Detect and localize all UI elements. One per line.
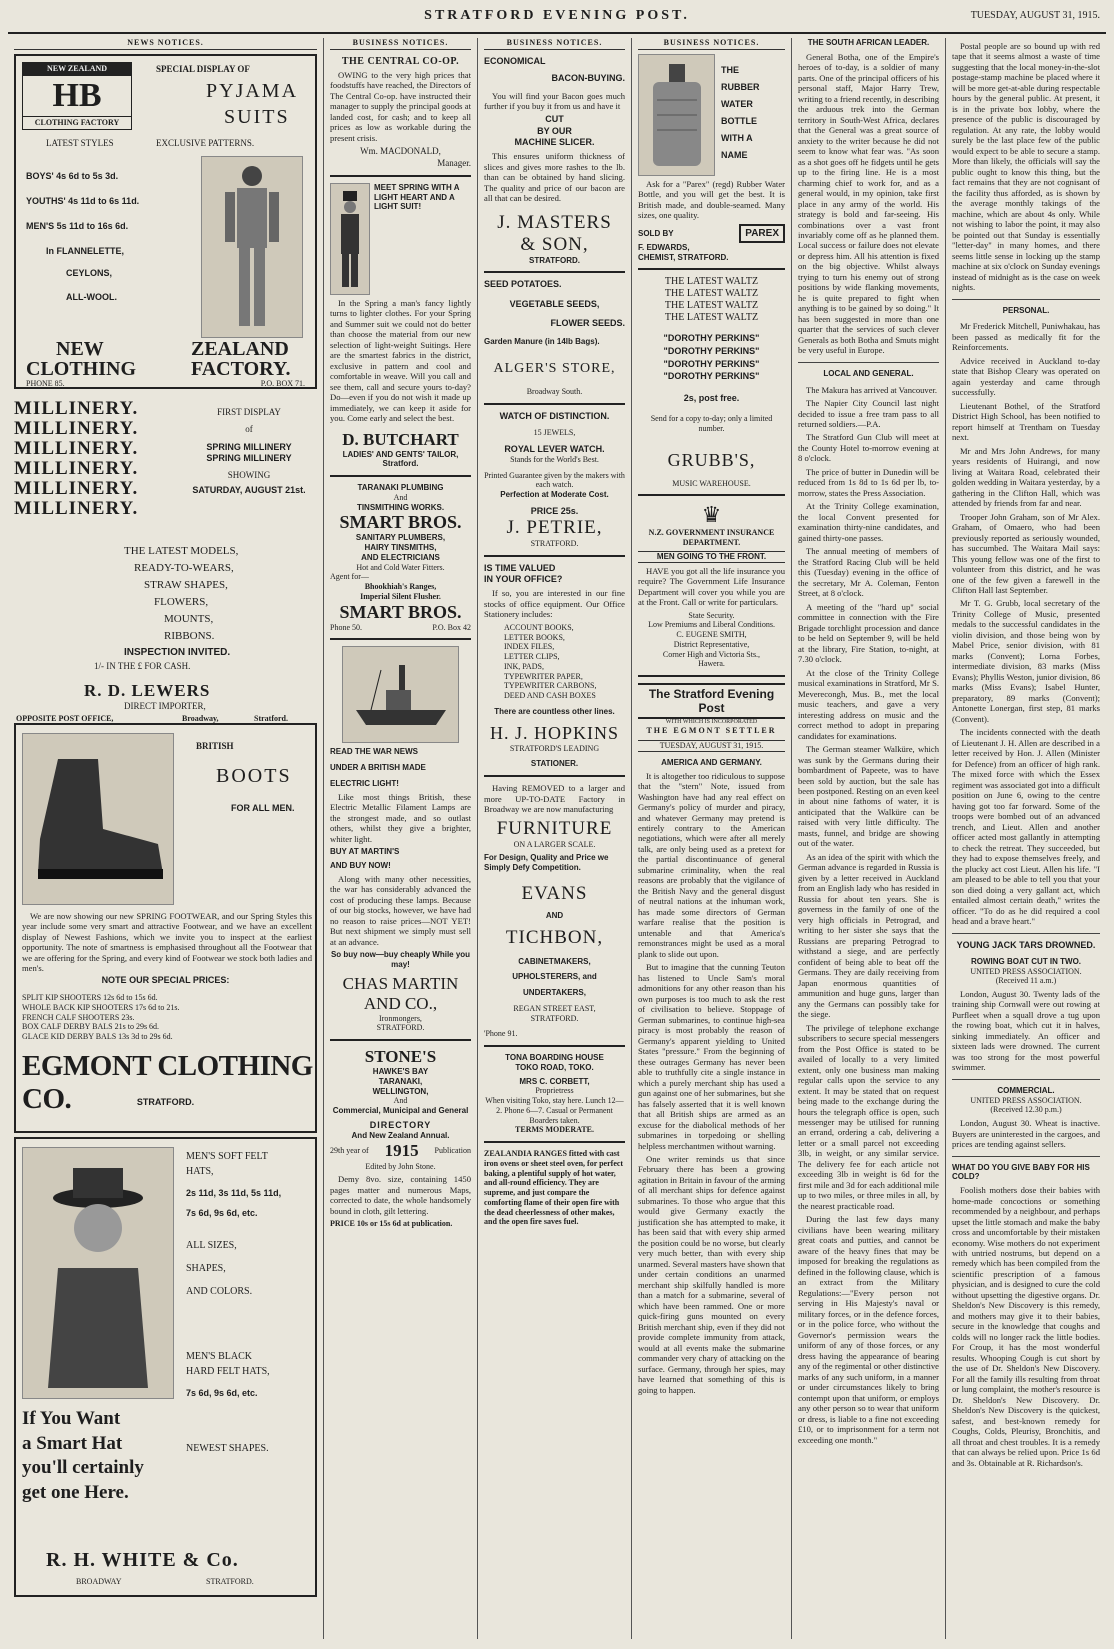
pyjama-heading: PYJAMA: [206, 80, 299, 102]
parex-logo: PAREX: [739, 224, 785, 243]
smart-bros-firm: SMART BROS.: [339, 512, 462, 533]
column-news-1: THE SOUTH AFRICAN LEADER. General Botha, one of the Empire's heroes of to-day, is a soldier of many parts. One of the principal officers of his personal staff, Major Harry Trew, writing to a friend recently, in describing the arduous trek into the German territory in South-West Africa, declares that the General was a great source of anxiety to the writer because he did not seem to know what fear was. "As soon as a shot goes off he fidgets until he gets up to the firing line. He is a most charming chief to work for, and as a general would, in my opinion, take first place in any army of the world. His strategy is bold and far-seeing. His combinations over a vast front invariably come off as he planned them. Local success or failure does not elevate or depress him. All his attention is fixed on the big objective. Whilst always trying to turn his enemy out of strong positions by wide flanking movements, he is quite prepared to fight when anything is to be gained by so doing." It has been suggested in more than one quarter that the services of such clever Generals as both Botha and Smuts might be very useful in Europe. LOCAL AND GENERAL. The Makura has arrived at Vancouver. The Napier City Council last night decided to issue a free tram pass to all returned soldiers.—P.A. The Stratford Gun Club will meet at the County Hotel to-morrow evening at 8 o'clock. The price of butter in Dunedin will be reduced from 1s 8d to 1s 6d per lb, to-morrow, states the Press Association. At the Trinity College examination, the local Convent presented for examination thirty-nine candidates, and gained thirty-one passes. The annual meeting of members of the Stratford Racing Club will be held this (Tuesday) evening in the office of the secretary, Mr A. Coleman, Fenton Street, at 8 o'clock. A meeting of the "hard up" social committee in connection with the Fire Brigade torchlight procession and dance to be held on September 9, will be held at the library, Fire Station, to-night, at 7.30 o'clock. At the close of the Trinity College musical examinations in Stratford, Mr S. Meverecongh, Mus. B., met the local music teachers, and gave a very interesting address on music and the correct method to adopt in preparing candidates for examinations. The German steamer Walküre, which was sunk by the Germans during their bombardment of Papeete, was to have been sold by auction, but the sale has been postponed. Resting on an even keel in about nine fathoms of water, it is anticipated that the Walküre can be raised with very little difficulty. The masts, funnel, and bridge are showing out of the water. As an idea of the spirit with which the German advance is regarded in Russia is given by a letter received in Auckland from an English lady who has resided in Russia for about ten years. She is governess in the family of one of the very high officials in Petrograd, and writing to her sister she says that the Russians are preparing Petrograd to withstand a siege, and are perfectly confident of being able to beat off the Germans. They are daily receiving from Japan enormous quantities of ammunition and huge guns, larger than any the Germans can possibly take for the siege. The privilege of telephone exchange subscribers to secure special messengers from the Post Office is stated to be availed of locally to a very limited extent, only one business man making regular calls upon the service to any extent. It may be stated that on request being made to the exchange during the hours the telegraph office is open, such messenger may be utilised for running an errand, ordering a cab, delivering a letter or a small parcel not exceeding 3lb, in weight, or any similar service. The delivery fee for each article not exceeding 3lb in weight is 6d for the first mile and 3d for each additional mile up to two miles, or three miles in all, by the nearest practicable road. During the last few days many civilians have been wearing military great coats and putties, and cannot be aware of the heavy fines that may be imposed for breaking the regulations as defined in the following clause, which is an extract from the Military Regulations:—"Every person not serving in His Majesty's naval or military forces, or in the defence forces, or in the police force, who without the Governor's permission wears the uniform of any of those forces, or any dress having the appearance of bearing any of the regimental or other distinctive marks of any such uniform, in a manner or under circumstances likely to bring contempt upon that uniform, or employs any other person so to wear that uniform or dress, is liable to a fine not exceeding £10, or to imprisonment for a term not exceeding one month.": [792, 38, 946, 1639]
gentleman-icon: [335, 189, 365, 289]
column-business-2: BUSINESS NOTICES. ECONOMICAL BACON-BUYING. You will find your Bacon goes much further if you buy it from us and have it CUT BY OUR MACHINE SLICER. This ensures uniform thickness of slices and gives more rashes to the lb. than can be obtained by hand slicing. The quality and price of our bacon are all that can be desired. J. MASTERS & SON, STRATFORD. SEED POTATOES. VEGETABLE SEEDS, FLOWER SEEDS. Garden Manure (in 14lb Bags). ALGER'S STORE, Broadway South. WATCH OF DISTINCTION. 15 JEWELS, ROYAL LEVER WATCH. Stands for the World's Best. Printed Guarantee given by the makers with each watch. Perfection at Moderate Cost. PRICE 25s. J. PETRIE, STRATFORD. IS TIME VALUED IN YOUR OFFICE? If so, you are interested in our fine stocks of office equipment. Our Office Stationery includes: ACCOUNT BOOKS, LETTER BOOKS, INDEX FILES, LETTER CLIPS, INK, PADS, TYPEWRITER PAPER, TYPEWRITER CARBONS, DEED AND CASH BOXES There are countless other lines. H. J. HOPKINS STRATFORD'S LEADING STATIONER. Having REMOVED to a larger and more UP-TO-DATE Factory in Broadway we are now manufacturing FURNITURE ON A LARGER SCALE. For Design, Quality and Price we Simply Defy Competition. EVANS AND TICHBON, CABINETMAKERS, UPHOLSTERERS, and UNDERTAKERS, REGAN STREET EAST, STRATFORD. 'Phone 91. TONA BOARDING HOUSE TOKO ROAD, TOKO. MRS C. CORBETT, Proprietress When visiting Toko, stay here. Lunch 12—2. Phone 6—7. Casual or Permanent Boarders taken. TERMS MODERATE. ZEALANDIA RANGES fitted with cast iron ovens or sheet steel oven, for perfect baking, a plentiful supply of hot water, and all-round efficiency. They are supreme, and just compare the comforting flame of their open fire with the dead cheerlessness of other makes, and the open fire saves fuel.: [478, 38, 632, 1639]
masthead: [8, 6, 1106, 34]
evans-firm: EVANS: [521, 882, 588, 904]
lewers-firm: R. D. LEWERS: [84, 681, 211, 700]
column-business-3: BUSINESS NOTICES. THE RUBBER WATER BOTTLE WITH A NAME Ask for a "Parex" (regd) Rubber Water Bottle, and you will get the best. It is British made, and double-seamed. Many sizes, one quality. SOLD BY PAREX F. EDWARDS, CHEMIST, STRATFORD. THE LATEST WALTZ THE LATEST WALTZ THE LATEST WALTZ THE LATEST WALTZ "DOROTHY PERKINS" "DOROTHY PERKINS" "DOROTHY PERKINS" "DOROTHY PERKINS" 2s, post free. Send for a copy to-day; only a limited number. GRUBB'S, MUSIC WAREHOUSE. ♛ N.Z. GOVERNMENT INSURANCE DEPARTMENT. MEN GOING TO THE FRONT. HAVE you got all the life insurance you require? The Government Life Insurance Department will cover you while you are at the Front. Call or write for particulars. State Security. Low Premiums and Liberal Conditions. C. EUGENE SMITH, District Representative, Corner High and Victoria Sts., Hawera. The Stratford Evening Post WITH WHICH IS INCORPORATED THE EGMONT SETTLER TUESDAY, AUGUST 31, 1915. AMERICA AND GERMANY. It is altogether too ridiculous to suppose that the "stern" Note, issued from Washington have had any real effect on Germany's policy of murder and piracy, and whatever Germany may pretend is entirely contrary to the American negotiations, which were after all merely talk, are only being used as a pretext for the partial discontinuance of general submarine criminality, when the real reasons are probably that the vigilance of the British Navy and the general disgust of neutral nations at the inhuman work, has made some directors of German warfare realise that the position is untenable and that America's remonstrances might be used as a moral plank to slide out upon. But to imagine that the cunning Teuton has listened to Uncle Sam's moral admonitions for any other reason than his own purposes is too much to ask the rest of civilisation to believe. Stoppage of German submarines, to continue high-sea piracy is most probably the reason of Germany's apparent yielding to United States "pressure." From the beginning of these outrages Germany has never been able to truthfully cite a single instance in which a purely merchant ship has used a gun against one of her submarines, but she has falsely asserted that it is well known that all British ships are armed as an excuse for the diabolical methods of her submarines in torpedoing or shelling helpless merchantmen without warning. One writer reminds us that since February there has been a growing agitation in Britain in favour of the arming of all merchant ships for defence against submarines. To those who argue that this would give Germany exactly the justification she has attempted to make, it has been said that with every ship armed the position could be no worse, but clearly very much better, than with every ship unarmed. Several masters have shown that under certain conditions an unarmed merchant ship skilfully handled is more than a match for a submarine, several of which have been rammed. One or more quick-firing guns mounted on every British merchant ship, even if they did not provide complete immunity from attack, would at all events make the submarine commander very chary of attacking on the surface. Germany, through her spies, may have learned that something of this is going to happen.: [632, 38, 792, 1639]
white-hats-ad: MEN'S SOFT FELT HATS, 2s 11d, 3s 11d, 5s 11d, 7s 6d, 9s 6d, etc. ALL SIZES, SHAPES, AND COLORS. MEN'S BLACK HARD FELT HATS, 7s 6d, 9s 6d, etc. NEWEST SHAPES. If You Want a Smart Hat you'll certainly get one Here. R. H. WHITE & Co. BROADWAY STRATFORD.: [14, 1137, 317, 1597]
post-nameplate: The Stratford Evening Post: [638, 683, 785, 719]
column-news-2: Postal people are so bound up with red tape that it seems almost a waste of time suggesting that the local money-in-the-slot postage-stamp machine be placed where it will be more get-at-able during respectable hours by the general public. At present, it is in the private box lobby, where the presence of the public is discouraged by regulation. At any rate, the lobby would surely be the last place few of the public would expect to be able to secure a stamp. More than likely, the officials will say the public ought to know this thing, but the fact remains that they are not cognisant of the facility thus afforded, as is shown by the average monthly takings of the machine, which are about 4s only. While not wishing to labor the point, it may also be pointed out that Sunday is essentially "letter-day" in many homes, and there seems little sense in locking up the stamp machine at six o'clock on Sunday evenings instead of midnight as is the case on week nights. PERSONAL. Mr Frederick Mitchell, Puniwhakau, has been passed as medically fit for the Reinforcements. Advice received in Auckland to-day state that Bishop Cleary was operated on again yesterday and came through successfully. Lieutenant Bothel, of the Stratford District High School, has been notified to report himself at Trentham on Tuesday next. Mr and Mrs John Andrews, for many years residents of Huirangi, and now living at Waitara Road, celebrated their golden wedding in Waitara yesterday, by a gathering in the Clifton Hall, which was attended by friends from far and near. Trooper John Graham, son of Mr Alex. Graham, of Omaero, who had been previously reported as seriously wounded, has succumbed. The Waitara Mail says: This young fellow was one of the first to volunteer from this district, and he was one of the few given a farewell in the Clifton Hall last September. Mr T. G. Grubb, local secretary of the Trinity College of Music, presented medals to the successful candidates in the violin division, and those being won by Mabel Price, senior division, with 81 marks (Convent); Lorna Forbes, intermediate division, 83 marks (Miss Evans); Phyllis Weston, junior division, 86 marks (Miss Evans); Isabel Hunter, preparatory, 89 marks (Convent); Antonette Lonergan, first step, 81 marks (Convent). The incidents connected with the death of Lieutenant J. H. Allen are described in a letter received by Hon. J. Allen (Minister for Defence) from an officer of high rank. The mixed force with which the Essex regiment was associated got into a difficult position on June 6, owing to the centre having got too far forward. Some of the troops were bombed out of an advanced trench, and Lieut. Allen and another officer acted most gallantly in attempting to check the retreat. They succeeded, but they had to expose themselves freely, and the plucky act cost Lieut. Allen his life. "I am pleased to be able to tell you that your son died doing a very gallant act, which entailed almost certain death," writes the officer. "To do as he did required a cool head and a brave heart." YOUNG JACK TARS DROWNED. ROWING BOAT CUT IN TWO. UNITED PRESS ASSOCIATION. (Received 11 a.m.) London, August 30. Twenty lads of the training ship Cornwall were out rowing at Purfleet when a squall drove a tug upon the rowing boat, which cut it in halves, sinking immediately. An officer and sixteen lads were drowned. The current was too strong for the most powerful swimmer. COMMERCIAL. UNITED PRESS ASSOCIATION. (Received 12.30 p.m.) London, August 30. Wheat is inactive. Buyers are uninterested in the cargoes, and prices are tending against sellers. WHAT DO YOU GIVE BABY FOR HIS COLD? Foolish mothers dose their babies with home-made concoctions or something recommended by a neighbour, and perhaps upset the little stomach and make the baby cross and uncomfortable by their mistaken economy. Wise mothers do not experiment with untried nostrums, but depend on a remedy which has been compiled from the scientific prescription of a famous physician, and is designed to cure the cold without upsetting the digestive organs. Dr. Sheldon's New Discovery is this remedy, and mothers may give it to their babies, secure in the knowledge that coughs and colds will no longer rack the little bodies. For Croup, it has the most wonderful results. Whooping Cough is cut short by the use of Dr. Sheldon's New Discovery. For all the family ills resulting from throat or lung complaint, the mother's resource is Dr. Sheldon's New Discovery. Dr. Sheldon's New Discovery is the quickest, safest, and best-known remedy for Coughs, Colds, Pleurisy, Bronchitis, and all throat and chest troubles. It is a remedy that can always be relied upon. Price 1s 6d and 3s. Obtainable at R. Richardson's.: [952, 41, 1100, 1468]
column-news-notices: [8, 38, 324, 1639]
masters-firm: J. MASTERS: [497, 211, 612, 233]
boot-illustration: [22, 733, 174, 905]
issue-date: TUESDAY, AUGUST 31, 1915.: [970, 10, 1100, 21]
hopkins-firm: H. J. HOPKINS: [489, 722, 619, 743]
martin-firm: CHAS MARTIN: [342, 973, 459, 993]
water-bottle-illustration: [638, 54, 715, 176]
algers-firm: ALGER'S STORE,: [493, 360, 616, 376]
grubbs-firm: GRUBB'S,: [667, 449, 756, 470]
newspaper-page: [8, 6, 1106, 1643]
millinery-stack: MILLINERY. MILLINERY. MILLINERY. MILLINERY. MILLINERY. MILLINERY.: [14, 398, 139, 519]
column-heading: NEWS NOTICES.: [14, 38, 317, 50]
man-in-pyjamas-illustration: [201, 156, 303, 338]
ship-illustration: [342, 646, 459, 743]
newspaper-title: STRATFORD EVENING POST.: [424, 8, 690, 23]
bottle-icon: [647, 60, 707, 170]
nz-clothing-ad: NEW ZEALAND HB CLOTHING FACTORY SPECIAL DISPLAY OF PYJAMA SUITS LATEST STYLES EXCLUSIVE PATTERNS. BOYS' 4s 6d to 5s 3d. YOUTHS' 4s 11d to 6s 11d. MEN'S 5s 11d to 16s 6d. In FLANNELETTE, CEYLONS, ALL-WOOL. NEW ZEALAND CLOTHING FACTORY. PHONE 85. P.O. BOX 71.: [14, 54, 317, 389]
gentleman-illustration: [330, 183, 370, 295]
millinery-ad: MILLINERY. MILLINERY. MILLINERY. MILLINERY. MILLINERY. MILLINERY. FIRST DISPLAY of SPRING MILLINERY SPRING MILLINERY SHOWING SATURDAY, AUGUST 21st. THE LATEST MODELS, READY-TO-WEARS, STRAW SHAPES, FLOWERS, MOUNTS, RIBBONS. INSPECTION INVITED. 1/- IN THE £ FOR CASH. R. D. LEWERS DIRECT IMPORTER, OPPOSITE POST OFFICE, Broadway, Stratford.: [14, 398, 306, 723]
boot-icon: [28, 749, 168, 889]
butchart-firm: D. BUTCHART: [342, 429, 459, 449]
man-in-hat-illustration: [22, 1147, 174, 1399]
smart-hat-slogan: If You Want a Smart Hat you'll certainly get one Here.: [22, 1408, 144, 1504]
stationery-list: ACCOUNT BOOKS, LETTER BOOKS, INDEX FILES, LETTER CLIPS, INK, PADS, TYPEWRITER PAPER, TYPEWRITER CARBONS, DEED AND CASH BOXES: [504, 622, 597, 701]
hb-logo: NEW ZEALAND HB CLOTHING FACTORY: [22, 62, 132, 130]
suits-heading: SUITS: [224, 106, 290, 128]
column-business-1: BUSINESS NOTICES. THE CENTRAL CO-OP. OWING to the very high prices that foodstuffs have reached, the Directors of The Central Co-op. have instructed their manager to supply the principal goods at landed cost, for cash; and to keep all prices as low as workable during the present crisis. Wm. MACDONALD, Manager. MEET SPRING WITH A LIGHT HEART AND A LIGHT SUIT! In the Spring a man's fancy lightly turns to lighter clothes. For your Spring and Summer suit we could not do better than choose the material from our new selection of light-weight Suitings. Here are the smartest fabrics in the district, exclusive in pattern and cool and comfortable in weave. Will you call and see them, call and secure yours to-day? Do—even if you do not wish it made up immediately, we can keep it aside for you. Come early and select the best. D. BUTCHART LADIES' AND GENTS' TAILOR, Stratford. TARANAKI PLUMBING And TINSMITHING WORKS. SMART BROS. SANITARY PLUMBERS, HAIRY TINSMITHS, AND ELECTRICIANS Hot and Cold Water Fitters. Agent for— Bhookhiah's Ranges, Imperial Silent Flusher. SMART BROS. Phone 50. P.O. Box 42 READ THE WAR NEWS UNDER A BRITISH MADE ELECTRIC LIGHT! Like most things British, these Electric Metallic Filament Lamps are the strongest made, and so outlast others, whilst they give a brighter, whiter light. BUY AT MARTIN'S AND BUY NOW! Along with many other necessities, the war has considerably advanced the cost of producing these lamps. Because of our big stocks, however, we have had no reason to raise prices—NOT YET! But next shipment we simply must sell at an advance. So buy now—buy cheaply While you may! CHAS MARTIN AND CO., Ironmongers, STRATFORD. STONE'S HAWKE'S BAY TARANAKI, WELLINGTON, And Commercial, Municipal and General DIRECTORY And New Zealand Annual. 29th year of 1915 Publication Edited by John Stone. Demy 8vo. size, containing 1450 pages matter and numerous Maps, corrected to date, the whole handsomely bound in cloth, gilt lettering. PRICE 10s or 15s 6d at publication.: [324, 38, 478, 1639]
white-firm: R. H. WHITE & Co.: [46, 1549, 239, 1571]
crown-icon: ♛: [701, 502, 722, 528]
ship-icon: [351, 655, 451, 735]
hat-man-icon: [38, 1158, 158, 1388]
price-list: SPLIT KIP SHOOTERS 12s 6d to 15s 6d. WHOLE BACK KIP SHOOTERS 17s 6d to 21s. FRENCH CALF SHOOTERS 23s. BOX CALF DERBY BALS 21s to 29s 6d. GLACE KID DERBY BALS 13s 3d to 29s 6d.: [22, 993, 180, 1041]
petrie-firm: J. PETRIE,: [506, 517, 603, 539]
stones-firm: STONE'S: [364, 1047, 437, 1067]
boots-ad: BRITISH BOOTS FOR ALL MEN. We are now showing our new SPRING FOOTWEAR, and our Spring Styles this year include some very smart and attractive Footwear, and we have an excellent display of Newest Fashions, which we invite you to inspect at the earliest opportunity. The note of smartness is emphasised throughout all the Footwear that we are offering for the Spring, and every kind of Footwear we stock both ladies and men's. NOTE OUR SPECIAL PRICES: SPLIT KIP SHOOTERS 12s 6d to 15s 6d. WHOLE BACK KIP SHOOTERS 17s 6d to 21s. FRENCH CALF SHOOTERS 23s. BOX CALF DERBY BALS 21s to 29s 6d. GLACE KID DERBY BALS 13s 3d to 29s 6d. EGMONT CLOTHING CO. STRATFORD.: [14, 723, 317, 1133]
special-display: SPECIAL DISPLAY OF: [156, 64, 250, 74]
egmont-firm: EGMONT CLOTHING CO.: [22, 1050, 313, 1115]
pyjama-figure-icon: [217, 162, 287, 332]
